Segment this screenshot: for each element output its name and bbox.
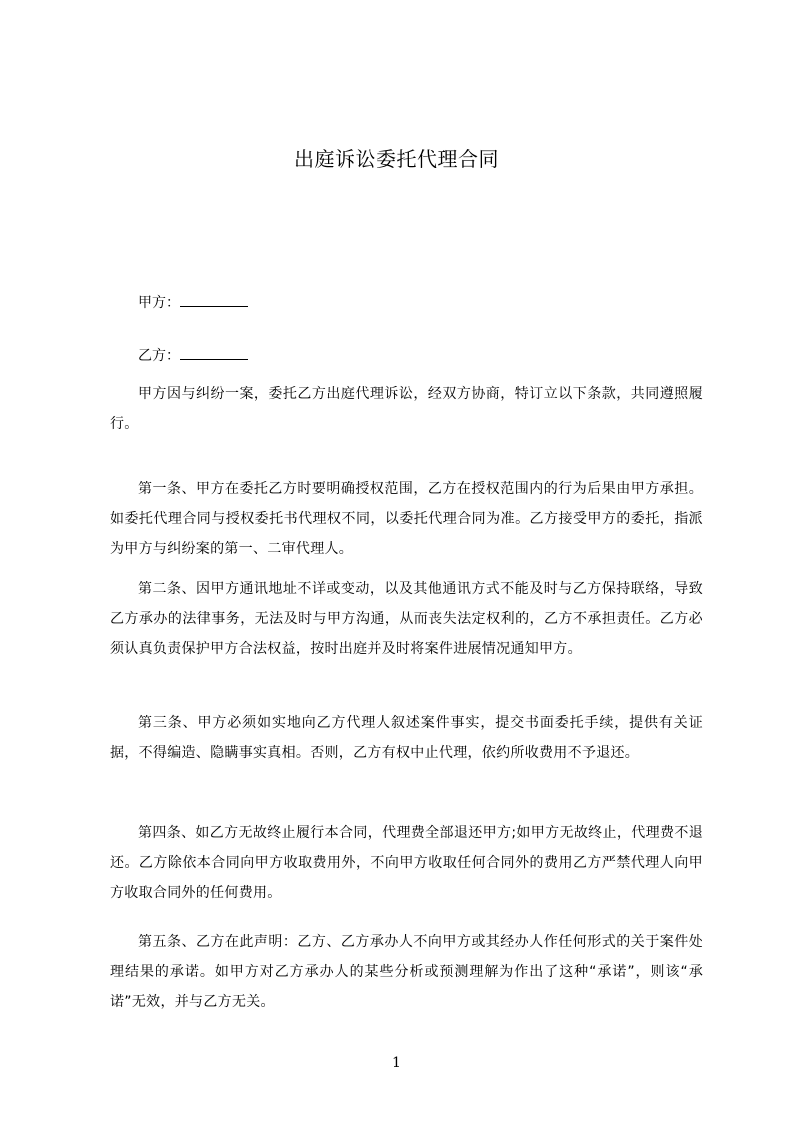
party-a-line <box>138 292 248 313</box>
party-a-label: 甲方： <box>138 295 180 311</box>
page-number: 1 <box>392 1055 401 1071</box>
paragraph-intro: 甲方因与纠纷一案，委托乙方出庭代理诉讼，经双方协商，特订立以下条款，共同遵照履行。 <box>110 386 703 432</box>
party-b-label: 乙方： <box>138 348 180 364</box>
paragraph-article-4: 第四条、如乙方无故终止履行本合同，代理费全部退还甲方;如甲方无故终止，代理费不退还。乙方除依本合同向甲方收取费用外，不向甲方收取任何合同外的费用乙方严禁代理人向甲方收取合同外的任何费用。 <box>110 825 703 901</box>
party-b-blank <box>180 345 248 360</box>
paragraph-article-1: 第一条、甲方在委托乙方时要明确授权范围，乙方在授权范围内的行为后果由甲方承担。如委托代理合同与授权委托书代理权不同，以委托代理合同为准。乙方接受甲方的委托，指派为甲方与纠纷案的第一、二审代理人。 <box>110 481 703 557</box>
paragraph-article-5: 第五条、乙方在此声明：乙方、乙方承办人不向甲方或其经办人作任何形式的关于案件处理结果的承诺。如甲方对乙方承办人的某些分析或预测理解为作出了这种“承诺”，则该“承诺”无效，并与乙方无关。 <box>110 934 703 1010</box>
paragraph-article-3: 第三条、甲方必须如实地向乙方代理人叙述案件事实，提交书面委托手续，提供有关证据，不得编造、隐瞒事实真相。否则，乙方有权中止代理，依约所收费用不予退还。 <box>110 715 703 761</box>
document-title: 出庭诉讼委托代理合同 <box>294 147 499 171</box>
party-a-blank <box>180 292 248 307</box>
paragraph-article-2: 第二条、因甲方通讯地址不详或变动，以及其他通讯方式不能及时与乙方保持联络，导致乙方承办的法律事务，无法及时与甲方沟通，从而丧失法定权利的，乙方不承担责任。乙方必须认真负责保护甲方合法权益，按时出庭并及时将案件进展情况通知甲方。 <box>110 581 703 657</box>
party-b-line <box>138 345 248 366</box>
